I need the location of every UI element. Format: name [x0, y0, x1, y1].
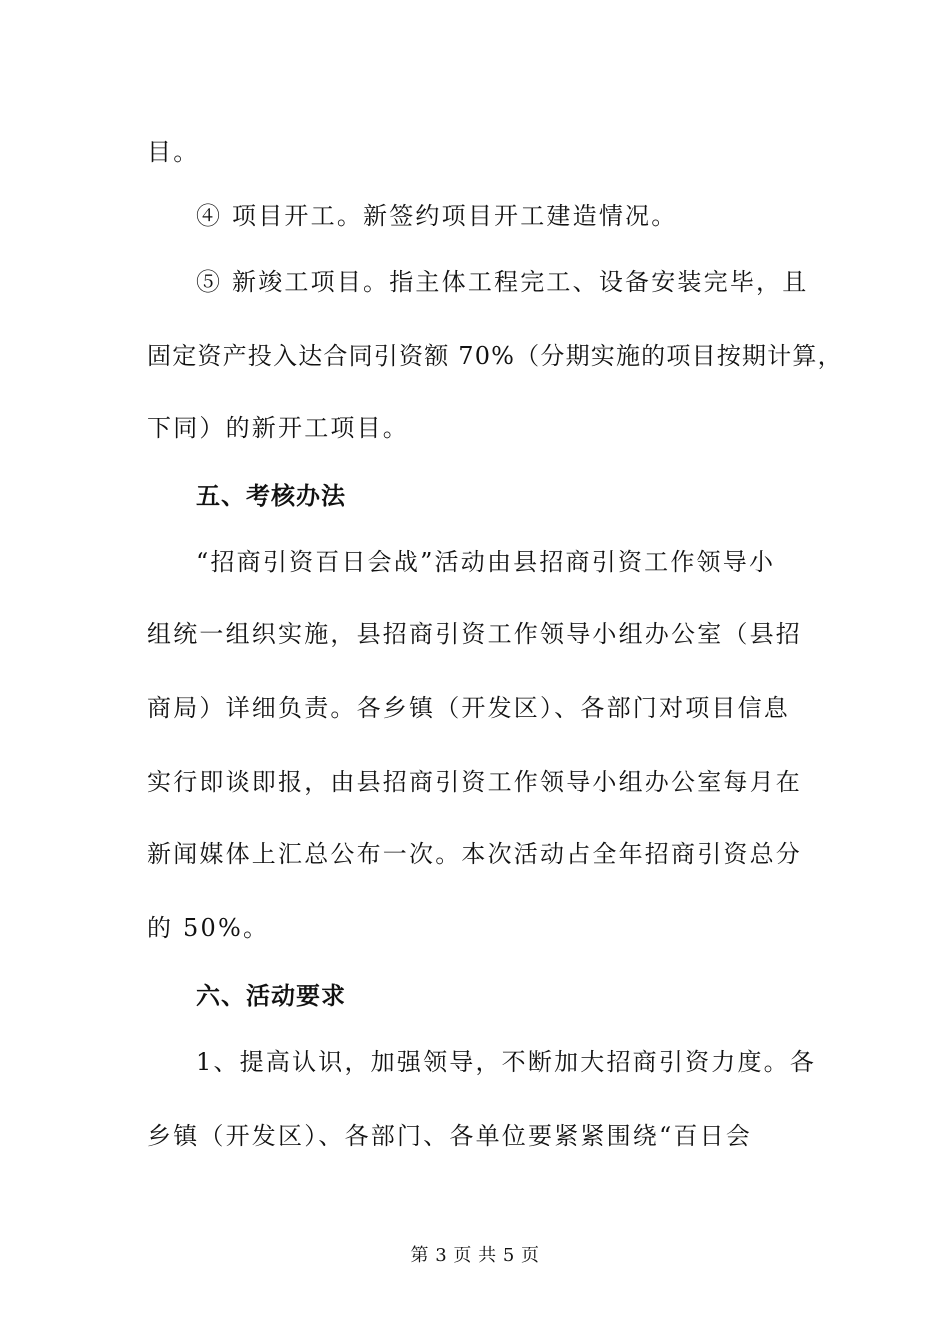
text-line-2: ④ 项目开工。新签约项目开工建造情况。	[196, 202, 678, 230]
text-line-1: 目。	[147, 138, 200, 166]
text-line-15: 乡镇（开发区）、各部门、各单位要紧紧围绕“百日会	[147, 1122, 753, 1150]
text-line-4: 固定资产投入达合同引资额 70%（分期实施的项目按期计算，	[147, 342, 843, 370]
section-heading-5: 五、考核办法	[196, 482, 346, 510]
text-line-7: “招商引资百日会战”活动由县招商引资工作领导小	[196, 548, 776, 576]
page-footer: 第 3 页 共 5 页	[410, 1245, 540, 1266]
text-line-14: 1、提高认识，加强领导，不断加大招商引资力度。各	[196, 1048, 817, 1076]
section-heading-6: 六、活动要求	[196, 982, 346, 1010]
text-line-10: 实行即谈即报，由县招商引资工作领导小组办公室每月在	[147, 768, 802, 796]
text-line-9: 商局）详细负责。各乡镇（开发区）、各部门对项目信息	[147, 694, 790, 722]
text-line-5: 下同）的新开工项目。	[147, 414, 409, 442]
text-line-8: 组统一组织实施，县招商引资工作领导小组办公室（县招	[147, 620, 802, 648]
text-line-11: 新闻媒体上汇总公布一次。本次活动占全年招商引资总分	[147, 840, 802, 868]
text-line-3: ⑤ 新竣工项目。指主体工程完工、设备安装完毕，且	[196, 268, 809, 296]
text-line-12: 的 50%。	[147, 914, 270, 942]
